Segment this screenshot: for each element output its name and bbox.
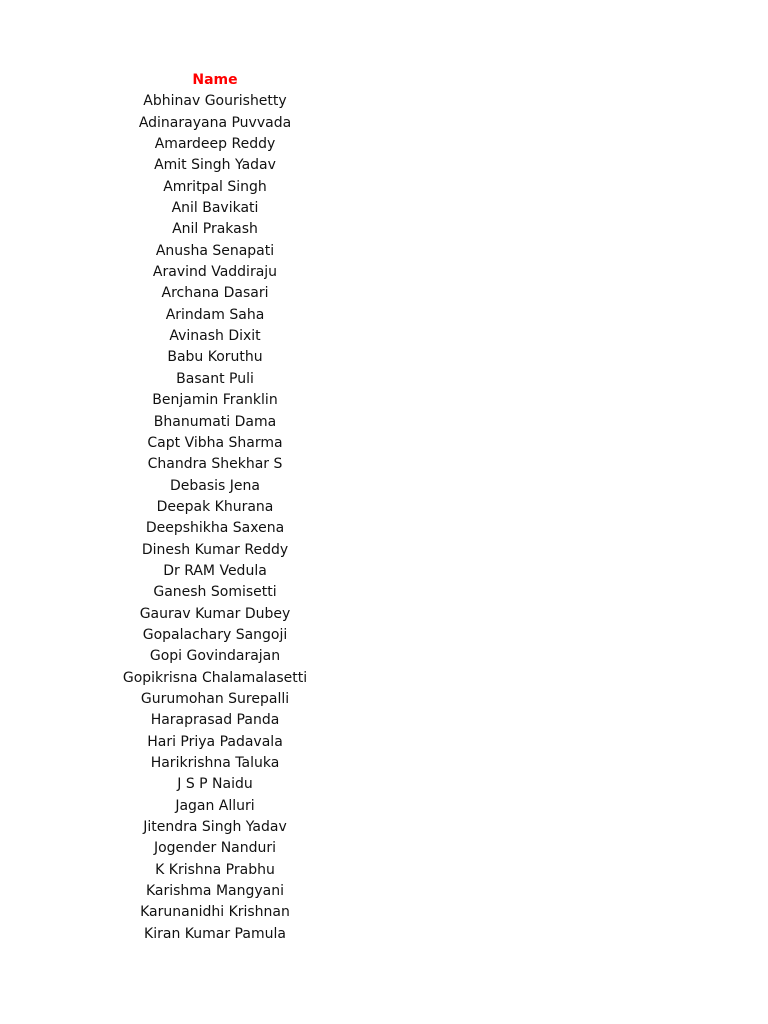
name-row: Adinarayana Puvvada: [138, 114, 292, 131]
name-row: Jitendra Singh Yadav: [143, 819, 287, 836]
name-row: Basant Puli: [176, 370, 254, 387]
name-row: Archana Dasari: [161, 285, 269, 302]
name-row: Avinash Dixit: [169, 328, 261, 345]
name-column: [100, 70, 330, 945]
name-row: Arindam Saha: [165, 306, 265, 323]
name-row: Hari Priya Padavala: [147, 733, 283, 750]
name-row: Gurumohan Surepalli: [140, 690, 290, 707]
name-row: Gaurav Kumar Dubey: [139, 605, 291, 622]
name-row: Benjamin Franklin: [152, 392, 278, 409]
name-row: Gopi Govindarajan: [149, 648, 281, 665]
name-row: Anusha Senapati: [155, 242, 275, 259]
name-row: Haraprasad Panda: [150, 712, 280, 729]
name-row: Debasis Jena: [170, 477, 260, 494]
name-row: Jagan Alluri: [175, 797, 255, 814]
name-row: Gopalachary Sangoji: [142, 626, 288, 643]
name-row: Kiran Kumar Pamula: [144, 925, 286, 942]
name-row: Aravind Vaddiraju: [152, 264, 278, 281]
name-row: Bhanumati Dama: [153, 413, 277, 430]
name-row: Gopikrisna Chalamalasetti: [122, 669, 308, 686]
name-row: Anil Prakash: [172, 221, 258, 238]
name-row: Anil Bavikati: [171, 200, 259, 217]
name-row: Capt Vibha Sharma: [147, 434, 283, 451]
name-row: Chandra Shekhar S: [147, 456, 283, 473]
column-header-name: Name: [192, 72, 238, 88]
name-row: Deepak Khurana: [156, 498, 274, 515]
name-row: Dr RAM Vedula: [163, 562, 267, 579]
name-row: Dinesh Kumar Reddy: [141, 541, 289, 558]
name-row: Amardeep Reddy: [154, 136, 276, 153]
name-row: Karunanidhi Krishnan: [140, 904, 290, 921]
name-row: J S P Naidu: [177, 776, 253, 793]
name-row: Abhinav Gourishetty: [143, 93, 287, 110]
name-row: Ganesh Somisetti: [153, 584, 277, 601]
name-row: Deepshikha Saxena: [145, 520, 285, 537]
name-row: Harikrishna Taluka: [150, 755, 280, 771]
name-row: Jogender Nanduri: [153, 840, 277, 857]
name-row: Babu Koruthu: [167, 349, 263, 366]
name-row: Amritpal Singh: [163, 178, 267, 195]
name-row: Amit Singh Yadav: [154, 157, 276, 174]
name-row: Karishma Mangyani: [145, 883, 285, 900]
name-row: K Krishna Prabhu: [155, 861, 275, 878]
name-list: [100, 91, 330, 945]
